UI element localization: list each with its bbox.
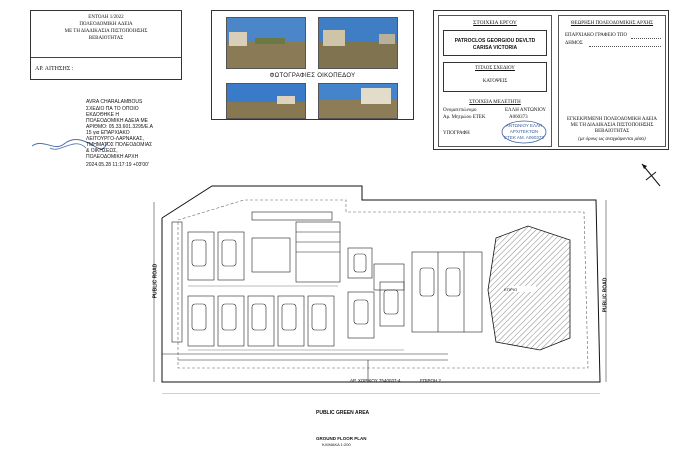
authority-column bbox=[558, 15, 666, 147]
engineer-name-value: ΕΛΛΗ ΑΝΤΩΝΙΟΥ bbox=[505, 108, 547, 113]
note-line: AVRA CHARALAMBOUS bbox=[86, 99, 143, 105]
project-heading: ΣΤΟΙΧΕΙΑ ΕΡΓΟΥ bbox=[473, 20, 517, 26]
photos-caption: ΦΩΤΟΓΡΑΦΙΕΣ ΟΙΚΟΠΕΔΟΥ bbox=[269, 73, 356, 79]
section-label-2: ΕΠΙΡΟΗ 2 bbox=[420, 378, 442, 383]
permit-line-1: ΕΝΤΟΛΗ 1/2022 bbox=[88, 15, 124, 20]
signature-label: ΥΠΟΓΡΑΦΗ bbox=[443, 131, 470, 136]
engineer-stamp bbox=[501, 120, 547, 144]
plan-title: GROUND FLOOR PLAN bbox=[316, 436, 367, 441]
public-green-area-label: PUBLIC GREEN AREA bbox=[316, 410, 370, 416]
study-heading: ΣΤΟΙΧΕΙΑ ΜΕΛΕΤΗΤΗ bbox=[469, 100, 521, 105]
project-data-box bbox=[433, 10, 669, 150]
site-photo-1 bbox=[226, 17, 306, 69]
stamp-line-3: ΕΤΕΚ ΑΜ. Α060373 bbox=[504, 135, 544, 140]
application-number-label: ΑΡ. ΑΙΤΗΣΗΣ : bbox=[35, 66, 74, 72]
existing-building-label: ΚΤΙΡΙΟ bbox=[504, 287, 518, 292]
note-line: ΠΟΛΕΟΔΟΜΙΚΗ ΑΔΕΙΑ ΜΕ bbox=[86, 118, 148, 124]
approved-note: (με όρους ως αναγράφονται μέσα) bbox=[578, 137, 646, 142]
note-line: ΠΟΛΕΟΔΟΜΙΚΗ ΑΡΧΗ bbox=[86, 154, 139, 160]
project-name-1: PATROCLOS GEORGIOU DEVLTD bbox=[454, 38, 536, 44]
engineer-name-label: Ονοματεπώνυμο bbox=[443, 108, 477, 113]
authority-heading: ΘΕΩΡΗΣΗ ΠΟΛΕΟΔΟΜΙΚΗΣ ΑΡΧΗΣ bbox=[570, 21, 654, 26]
drawing-title-value: ΚΑΤΟΨΕΙΣ bbox=[482, 79, 508, 84]
registration-label: Αρ. Μητρώου ΕΤΕΚ bbox=[443, 115, 486, 120]
permit-line-2: ΠΟΛΕΟΔΟΜΙΚΗ ΑΔΕΙΑ bbox=[79, 22, 133, 27]
plan-scale: ΚΛΙΜΑΚΑ 1:200 bbox=[322, 442, 351, 447]
permit-line-3: ΜΕ ΤΗ ΔΙΑΔΙΚΑΣΙΑ ΠΙΣΤΟΠΟΙΗΣΗΣ bbox=[64, 29, 148, 34]
site-photos-panel bbox=[211, 10, 414, 120]
note-line: ΑΡΙΘΜΟ: 05.33.601.3295/Ε.Α bbox=[86, 124, 153, 130]
stamp-line-2: ΑΡΧΙΤΕΚΤΩΝ bbox=[509, 129, 539, 134]
note-timestamp: 2024.05.28 11:17:19 +03'00' bbox=[86, 162, 149, 168]
project-name-2: CARISA VICTORIA bbox=[472, 45, 518, 51]
project-column bbox=[438, 15, 552, 147]
north-arrow-icon bbox=[636, 160, 666, 190]
approved-line-2: ΜΕ ΤΗ ΔΙΑΔΙΚΑΣΙΑ ΠΙΣΤΟΠΟΙΗΣΗΣ bbox=[570, 123, 654, 128]
office-label: ΕΠΑΡΧΙΑΚΟ ΓΡΑΦΕΙΟ ΤΠΟ bbox=[565, 33, 628, 38]
site-photo-2 bbox=[318, 17, 398, 69]
note-line: ΛΕΙΤΟΥΡΓΟ-ΛΑΡΝΑΚΑΣ, bbox=[86, 136, 144, 142]
public-road-right-label: PUBLIC ROAD bbox=[602, 277, 609, 313]
site-photo-4 bbox=[318, 83, 398, 119]
registration-value: Α060373 bbox=[509, 115, 528, 120]
note-line: ΤΜΗΜΑΤΟΣ ΠΟΛΕΟΔΟΜΙΑΣ bbox=[86, 142, 153, 148]
note-line: ΣΧΕΔΙΟ ΠΑ ΤΟ ΟΠΟΙΟ bbox=[86, 106, 139, 112]
permit-box bbox=[30, 10, 182, 80]
stamp-line-1: ΑΝΤΩΝΙΟΥ ΕΛΛΗ bbox=[505, 123, 543, 128]
public-road-left-label: PUBLIC ROAD bbox=[152, 263, 159, 299]
note-line: & ΟΙΚΗΣΕΩΣ, bbox=[86, 148, 118, 154]
approved-line-1: ΕΓΚΕΚΡΙΜΕΝΗ ΠΟΛΕΟΔΟΜΙΚΗ ΑΔΕΙΑ bbox=[567, 117, 657, 122]
municipality-label: ΔΗΜΟΣ bbox=[565, 41, 583, 46]
drawing-title-label: ΤΙΤΛΟΣ ΣΧΕΔΙΟΥ bbox=[475, 66, 515, 71]
note-line: 15 για ΕΠΑΡΧΙΑΚΟ bbox=[86, 130, 130, 136]
ground-floor-plan bbox=[148, 182, 618, 394]
permit-line-4: ΒΕΒΑΙΟΤΗΤΑΣ bbox=[88, 36, 124, 41]
note-line: ΕΚΔΟΘΗΚΕ Η bbox=[86, 112, 119, 118]
site-photo-3 bbox=[226, 83, 306, 119]
section-label-1: ΑΡ. ΧΩΡΙΚΟΥ 7540037-4 bbox=[350, 378, 401, 383]
approved-line-3: ΒΕΒΑΙΟΤΗΤΑΣ bbox=[594, 129, 630, 134]
